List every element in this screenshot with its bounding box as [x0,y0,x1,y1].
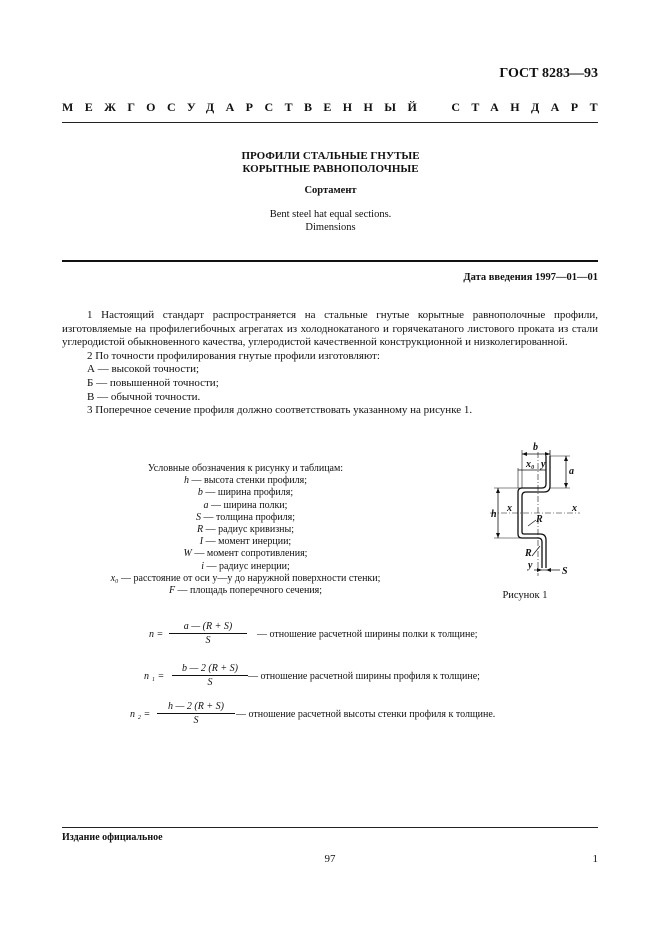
legend-text: — высота стенки профиля; [188,475,308,487]
label-s: S [562,566,568,577]
legend-symbol: h [183,475,189,487]
subtitle: Сортамент [304,185,357,196]
label-y-bottom: y [528,560,533,571]
label-r-bottom: R [525,548,532,559]
sheet-number: 1 [592,853,598,865]
formula-lhs: n ₂ = [130,709,151,720]
formula-denominator: S [193,715,199,726]
figure-caption: Рисунок 1 [502,590,548,601]
legend-item [62,548,429,560]
label-a: a [569,466,574,477]
legend-item [62,561,429,573]
arrow [496,488,500,493]
formula-denominator: S [207,677,213,688]
formula-fraction [157,701,235,726]
intro-date: Дата введения 1997—01—01 [463,272,598,283]
title-line-2: КОРЫТНЫЕ РАВНОПОЛОЧНЫЕ [242,163,419,175]
label-x-right: x [572,503,577,514]
label-x0: x₀ [526,459,535,470]
formula-description: — отношение расчетной ширины профиля к толщине; [248,671,480,682]
label-x-left: x [507,503,512,514]
legend-text: — момент сопротивления; [191,548,308,560]
english-title-line-2: Dimensions [305,222,356,233]
arrow [564,483,568,488]
paragraph-1: 1 Настоящий стандарт распространяется на стальные гнутые корытные равнополочные профили, изготовляемые на профилегибочных агрегатах из холоднокатаного и горячекатаного листового проката из стали углеродистой обыкновенного качества, углеродистой качественной конструкционной и низколегированной. [62,309,598,349]
formula-numerator: h — 2 (R + S) [157,701,235,714]
formula-lhs: n ₁ = [144,671,165,682]
title-line-1: ПРОФИЛИ СТАЛЬНЫЕ ГНУТЫЕ [241,150,420,162]
legend-item [62,500,429,512]
paragraph-3: 3 Поперечное сечение профиля должно соответствовать указанному на рисунке 1. [87,404,473,417]
interstate-standard-banner [62,100,609,115]
interstate-word: МЕЖГОСУДАРСТВЕННЫЙ [62,100,429,114]
legend-symbol: S [196,511,201,523]
legend-text: — толщина профиля; [201,511,295,523]
legend-item [62,536,429,548]
legend-text: — ширина полки; [208,499,288,511]
body-text [62,309,598,418]
legend-symbol: i [201,560,204,572]
accuracy-c: В — обычной точности. [87,390,201,403]
r-leader [532,546,540,556]
legend-text: — радиус инерции; [203,560,290,572]
english-title-line-1: Bent steel hat equal sections. [269,209,392,220]
formula-description: — отношение расчетной ширины полки к толщине; [257,629,478,640]
formula-numerator: a — (R + S) [169,621,247,634]
legend-item [62,487,429,499]
arrow [546,568,551,572]
legend-text: — ширина профиля; [202,487,294,499]
formula-fraction [172,663,248,688]
accuracy-a: А — высокой точности; [87,363,200,376]
formula-fraction [169,621,247,646]
legend-item [62,475,429,487]
arrow [537,568,542,572]
label-r-top: R [536,514,543,525]
arrow [545,452,550,456]
accuracy-b: Б — повышенной точности; [87,376,219,389]
standard-word: СТАНДАРТ [451,100,609,114]
legend-item [62,585,429,597]
top-rule [62,122,598,123]
official-edition: Издание официальное [62,832,163,843]
legend-text: — момент инерции; [203,536,292,548]
r-leader [528,520,536,526]
page-number: 97 [324,853,336,865]
arrow [564,456,568,461]
legend-symbol: a [203,499,209,511]
legend-item [62,573,429,585]
label-h: h [491,509,497,520]
formula-denominator: S [205,635,211,646]
formula-lhs: n = [149,629,164,640]
formula-numerator: b — 2 (R + S) [172,663,248,676]
legend-symbol: I [199,536,204,548]
label-y-top: y [541,459,546,470]
legend-symbol: R [196,524,204,536]
label-b: b [533,442,538,453]
legend-text: — площадь поперечного сечения; [175,585,323,597]
legend [62,463,429,597]
legend-text: — расстояние от оси y—y до наружной поверхности стенки; [118,572,381,584]
paragraph-2: 2 По точности профилирования гнутые профили изготовляют: [87,349,380,362]
legend-item [62,512,429,524]
footer-rule [62,827,598,828]
gost-code: ГОСТ 8283—93 [499,66,598,81]
legend-title: Условные обозначения к рисунку и таблицам: [147,463,344,474]
title-separator-rule [62,260,598,262]
legend-item [62,524,429,536]
arrow [522,452,527,456]
legend-symbol: x₀ [110,572,119,584]
legend-text: — радиус кривизны; [203,524,294,536]
legend-symbol: b [197,487,203,499]
hat-profile-figure [480,438,590,588]
legend-symbol: W [183,548,192,560]
legend-symbol: F [168,585,176,597]
formula-description: — отношение расчетной высоты стенки профиля к толщине. [236,709,496,720]
arrow [496,533,500,538]
